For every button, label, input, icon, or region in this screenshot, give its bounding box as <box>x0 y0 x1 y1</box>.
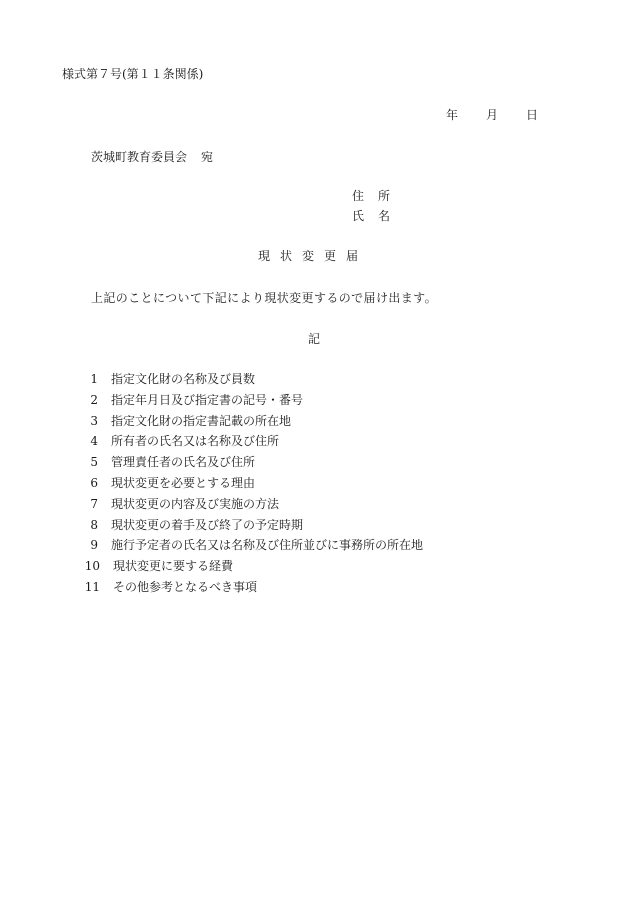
item-number: 1 <box>90 372 98 386</box>
form-number: 様式第７号(第１１条関係) <box>62 67 204 81</box>
address-label-char-2: 所 <box>378 189 391 203</box>
item-number: 6 <box>90 475 98 490</box>
list-item <box>62 392 423 413</box>
list-item <box>62 433 423 454</box>
addressee <box>91 149 213 165</box>
sender-name-label <box>352 208 392 224</box>
item-number: 10 <box>84 559 100 574</box>
item-text: 施行予定者の氏名又は名称及び住所並びに事務所の所在地 <box>111 538 424 553</box>
date-month-label: 月 <box>486 108 499 122</box>
statement: 上記のことについて下記により現状変更するので届け出ます。 <box>91 291 438 305</box>
item-number: 8 <box>90 517 98 532</box>
item-number: 11 <box>84 579 100 594</box>
item-number: 2 <box>90 392 98 407</box>
date-year-label: 年 <box>446 108 459 122</box>
name-label-char-1: 氏 <box>352 209 365 223</box>
list-item <box>62 413 423 434</box>
item-text: 現状変更の内容及び実施の方法 <box>111 496 280 511</box>
date-day-label: 日 <box>526 108 539 122</box>
list-item <box>62 537 423 558</box>
item-list <box>62 371 423 600</box>
item-number: 5 <box>90 455 98 470</box>
list-item <box>62 475 423 496</box>
ki-heading: 記 <box>308 332 321 346</box>
document-title: 現状変更届 <box>258 249 369 263</box>
list-item <box>62 517 423 538</box>
item-text: 指定年月日及び指定書の記号・番号 <box>111 392 304 407</box>
item-text: 管理責任者の氏名及び住所 <box>111 455 256 470</box>
list-item <box>62 371 423 392</box>
list-item <box>62 558 423 579</box>
item-number: 9 <box>90 538 98 553</box>
list-item <box>62 496 423 517</box>
item-text: 指定文化財の名称及び員数 <box>111 372 256 386</box>
item-text: 所有者の氏名又は名称及び住所 <box>111 434 280 449</box>
item-text: 指定文化財の指定書記載の所在地 <box>111 413 292 428</box>
sender-address-label <box>352 188 392 204</box>
date-line <box>446 107 538 123</box>
item-text: その他参考となるべき事項 <box>113 579 258 594</box>
item-number: 4 <box>90 434 98 449</box>
list-item <box>62 454 423 475</box>
item-text: 現状変更の着手及び終了の予定時期 <box>111 517 304 532</box>
address-label-char-1: 住 <box>352 189 365 203</box>
item-number: 3 <box>90 413 98 428</box>
addressee-suffix: 宛 <box>201 150 214 164</box>
item-number: 7 <box>90 496 98 511</box>
addressee-name: 茨城町教育委員会 <box>91 150 188 164</box>
item-text: 現状変更を必要とする理由 <box>111 475 256 490</box>
item-text: 現状変更に要する経費 <box>113 559 234 574</box>
list-item <box>62 579 423 600</box>
name-label-char-2: 名 <box>378 209 391 223</box>
